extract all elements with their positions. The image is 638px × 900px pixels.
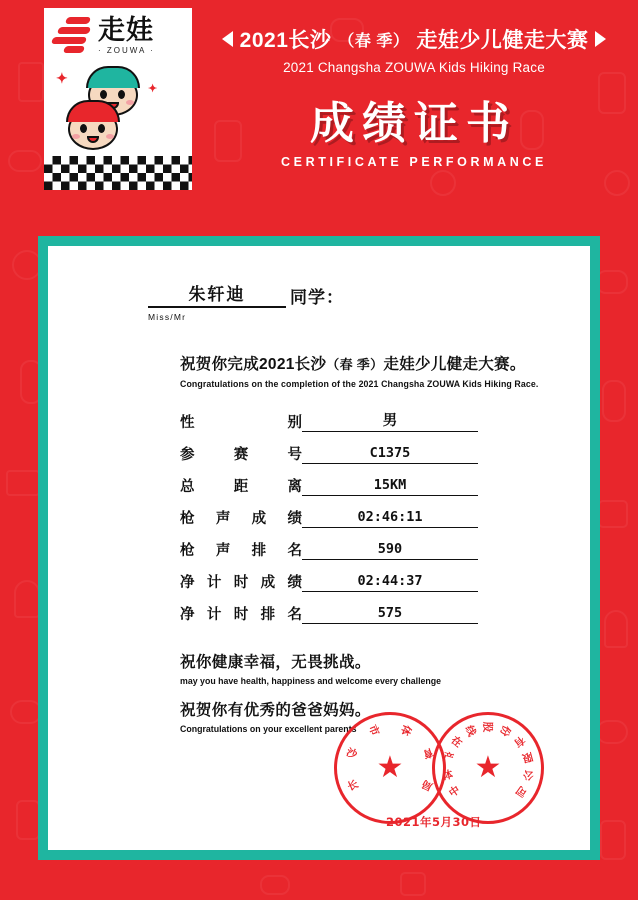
result-field-row bbox=[180, 507, 544, 528]
label-char: 绩 bbox=[287, 511, 302, 527]
stamp-ring-char: 长 bbox=[345, 778, 361, 794]
logo-wordmark: 走娃 bbox=[98, 15, 154, 45]
stamp-ring-char: 股 bbox=[481, 721, 494, 733]
stamp-ring-char: 有 bbox=[511, 733, 527, 750]
congratulations-cn-part2: 走娃少儿健走大赛 bbox=[383, 356, 510, 373]
wish-line-en: may you have health, happiness and welcome every challenge bbox=[180, 676, 442, 686]
label-char: 号 bbox=[287, 447, 302, 463]
stamp-ring-char: 体 bbox=[397, 722, 414, 738]
result-field-label bbox=[180, 507, 302, 528]
label-char: 时 bbox=[233, 575, 249, 591]
stamp-ring-char: 线 bbox=[462, 723, 478, 739]
label-char: 赛 bbox=[233, 447, 249, 463]
stamp-date: 2021年5月30日 bbox=[386, 815, 482, 829]
label-char: 计 bbox=[206, 575, 222, 591]
label-char: 声 bbox=[215, 511, 231, 527]
label-char: 枪 bbox=[180, 511, 195, 527]
stamp-ring-char: 公 bbox=[522, 767, 535, 782]
event-title-cn bbox=[196, 24, 632, 54]
stamp-ring-char: 沙 bbox=[344, 746, 359, 762]
result-field-value: 02:46:11 bbox=[302, 510, 478, 528]
congratulations-cn-season: （春 季） bbox=[326, 357, 384, 372]
label-char: 离 bbox=[287, 479, 302, 495]
star-icon: ★ bbox=[474, 751, 502, 784]
label-char: 枪 bbox=[180, 543, 195, 559]
result-field-row bbox=[180, 475, 544, 496]
label-char: 成 bbox=[260, 575, 276, 591]
label-char: 参 bbox=[180, 447, 195, 463]
stamp-sports-bureau bbox=[334, 712, 446, 824]
result-fields-list bbox=[180, 411, 544, 624]
label-char: 名 bbox=[287, 607, 302, 623]
stamp-ring-char: 份 bbox=[497, 723, 513, 738]
stamp-ring-char: 局 bbox=[420, 777, 435, 793]
stamp-ring-char: 产 bbox=[441, 750, 455, 766]
label-char: 计 bbox=[206, 607, 222, 623]
label-char: 净 bbox=[180, 575, 195, 591]
event-title-cn-tail: 走娃少儿健走大赛 bbox=[416, 29, 589, 52]
stamp-ring-char: 体 bbox=[441, 768, 454, 783]
stamp-company bbox=[432, 712, 544, 824]
stamp-ring-char: 限 bbox=[520, 749, 535, 765]
name-suffix-label: 同学： bbox=[290, 288, 344, 307]
stamp-ring-char: 育 bbox=[421, 745, 436, 761]
result-field-value: 男 bbox=[302, 413, 478, 432]
certificate-header bbox=[0, 0, 638, 200]
congratulations-cn-period: 。 bbox=[509, 356, 526, 373]
student-name: 朱轩迪 bbox=[148, 280, 286, 308]
stamp-ring-char: 中 bbox=[446, 784, 463, 800]
result-field-row bbox=[180, 411, 544, 432]
wish-line-cn: 祝你健康幸福，无畏挑战。 bbox=[180, 654, 371, 671]
certificate-frame bbox=[38, 236, 600, 860]
zouwa-swoosh-logo-icon bbox=[52, 17, 94, 55]
label-char: 名 bbox=[287, 543, 302, 559]
wish-line-cn: 祝贺你有优秀的爸爸妈妈。 bbox=[180, 702, 371, 719]
result-field-value: C1375 bbox=[302, 446, 478, 464]
mascot-kid-red bbox=[68, 100, 120, 152]
label-char: 成 bbox=[251, 511, 267, 527]
flag-left-icon bbox=[222, 31, 233, 47]
mascot-illustration bbox=[44, 64, 192, 158]
checkered-flag-pattern bbox=[44, 156, 192, 190]
congratulations-block bbox=[180, 352, 544, 389]
label-char: 排 bbox=[260, 607, 276, 623]
result-field-label bbox=[180, 571, 302, 592]
result-field-value: 590 bbox=[302, 542, 478, 560]
logo-pinyin: · ZOUWA · bbox=[98, 46, 155, 55]
star-icon: ★ bbox=[376, 751, 404, 784]
result-field-value: 15KM bbox=[302, 478, 478, 496]
result-field-label bbox=[180, 443, 302, 464]
certificate-title-cn: 成绩证书 bbox=[310, 99, 518, 148]
label-char: 总 bbox=[180, 479, 195, 495]
certificate-title-en: CERTIFICATE PERFORMANCE bbox=[281, 155, 547, 169]
label-char: 排 bbox=[251, 543, 267, 559]
label-char: 绩 bbox=[287, 575, 302, 591]
congratulations-cn-part1: 祝贺你完成2021长沙 bbox=[180, 356, 327, 373]
congratulations-cn bbox=[180, 352, 544, 374]
label-char: 别 bbox=[287, 415, 302, 431]
wish-line-en: Congratulations on your excellent parents bbox=[180, 724, 357, 734]
official-stamps bbox=[334, 712, 574, 832]
result-field-value: 575 bbox=[302, 606, 478, 624]
label-char: 声 bbox=[215, 543, 231, 559]
stamp-ring-char: 在 bbox=[448, 734, 465, 750]
name-hint-label: Miss/Mr bbox=[148, 312, 187, 322]
stamp-ring-char: 市 bbox=[365, 723, 382, 738]
sparkle-icon: ✦ bbox=[56, 70, 68, 86]
event-title-en: 2021 Changsha ZOUWA Kids Hiking Race bbox=[283, 60, 545, 75]
result-field-label bbox=[180, 539, 302, 560]
stamp-ring-char: 司 bbox=[514, 783, 530, 800]
event-title-cn-season: （春 季） bbox=[338, 32, 410, 50]
congratulations-en: Congratulations on the completion of the 2021 Changsha ZOUWA Kids Hiking Race. bbox=[180, 379, 539, 389]
result-field-label bbox=[180, 411, 302, 432]
result-field-row bbox=[180, 443, 544, 464]
result-field-label bbox=[180, 475, 302, 496]
label-char: 时 bbox=[233, 607, 249, 623]
header-title-block bbox=[196, 24, 632, 169]
label-char: 净 bbox=[180, 607, 195, 623]
event-logo-card bbox=[44, 8, 192, 190]
event-title-cn-main: 2021长沙 bbox=[239, 29, 332, 52]
logo-wordmark-row bbox=[44, 8, 192, 64]
label-char: 性 bbox=[180, 415, 195, 431]
sparkle-icon: ✦ bbox=[148, 83, 158, 95]
student-name-row bbox=[148, 280, 544, 308]
flag-right-icon bbox=[595, 31, 606, 47]
label-char: 距 bbox=[233, 479, 249, 495]
result-field-value: 02:44:37 bbox=[302, 574, 478, 592]
result-field-row bbox=[180, 571, 544, 592]
result-field-row bbox=[180, 603, 544, 624]
certificate-paper bbox=[48, 246, 590, 850]
result-field-row bbox=[180, 539, 544, 560]
result-field-label bbox=[180, 603, 302, 624]
